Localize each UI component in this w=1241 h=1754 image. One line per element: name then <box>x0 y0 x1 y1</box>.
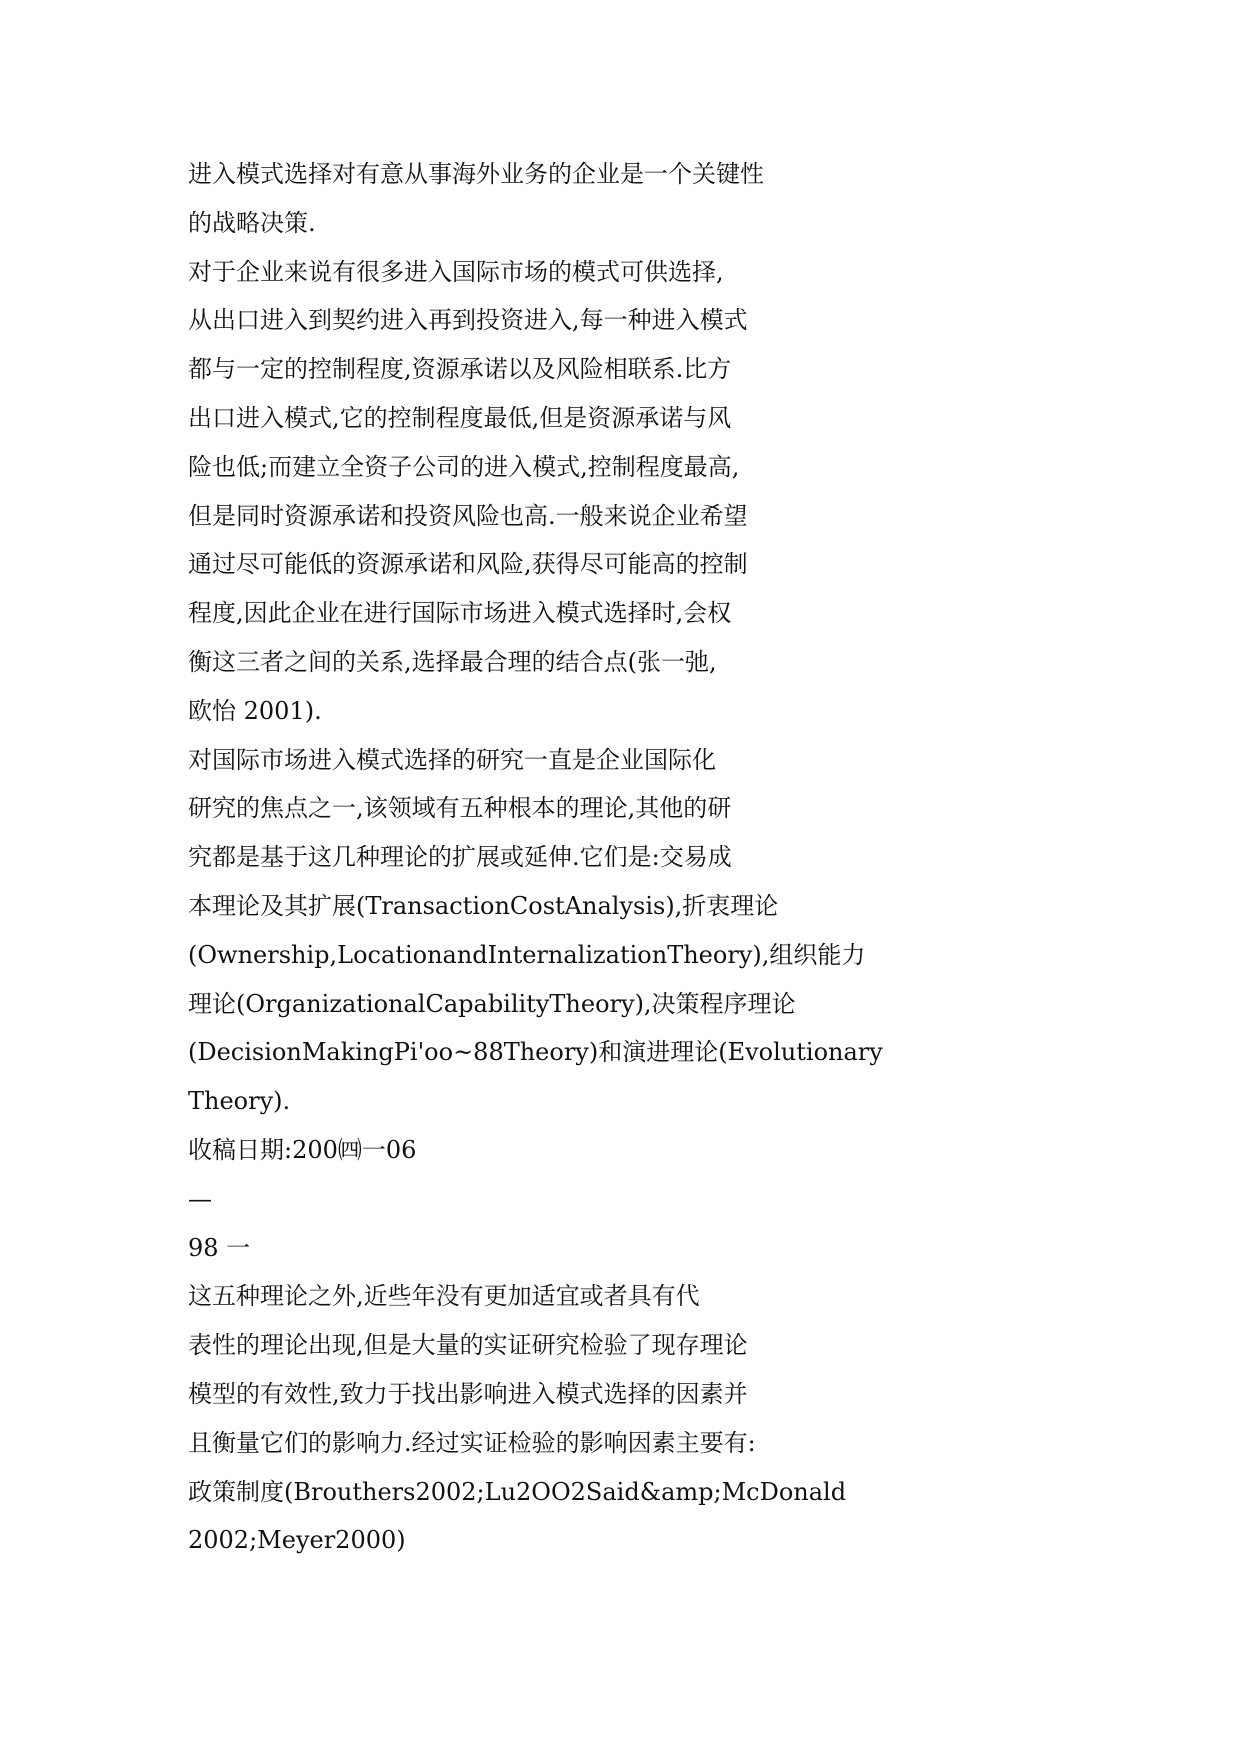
body-text <box>188 150 883 1565</box>
text-line: 这五种理论之外,近些年没有更加适宜或者具有代 <box>188 1282 700 1311</box>
text-line: 险也低;而建立全资子公司的进入模式,控制程度最高, <box>188 452 740 481</box>
text-line: 收稿日期:200㈣一06 <box>188 1135 417 1164</box>
text-line: 对国际市场进入模式选择的研究一直是企业国际化 <box>188 745 716 774</box>
text-line: 但是同时资源承诺和投资风险也高.一般来说企业希望 <box>188 501 748 530</box>
text-line: 政策制度(Brouthers2002;Lu2OO2Said&amp;McDonald <box>188 1477 847 1506</box>
text-line: 进入模式选择对有意从事海外业务的企业是一个关键性 <box>188 160 764 188</box>
text-line: 理论(OrganizationalCapabilityTheory),决策程序理论 <box>188 989 796 1018</box>
text-line: 98 一 <box>188 1233 251 1262</box>
text-line: 的战略决策. <box>188 208 316 237</box>
text-line: 究都是基于这几种理论的扩展或延伸.它们是:交易成 <box>188 843 732 872</box>
text-line: 2002;Meyer2000) <box>188 1526 406 1555</box>
text-line: 都与一定的控制程度,资源承诺以及风险相联系.比方 <box>188 355 732 384</box>
text-line: 出口进入模式,它的控制程度最低,但是资源承诺与风 <box>188 403 732 432</box>
text-line: 模型的有效性,致力于找出影响进入模式选择的因素并 <box>188 1379 748 1408</box>
text-line: 本理论及其扩展(TransactionCostAnalysis),折衷理论 <box>188 891 779 920</box>
text-line: 研究的焦点之一,该领域有五种根本的理论,其他的研 <box>188 794 732 823</box>
text-line: 从出口进入到契约进入再到投资进入,每一种进入模式 <box>188 306 748 335</box>
text-line: 对于企业来说有很多进入国际市场的模式可供选择, <box>188 257 724 286</box>
text-line: 欧怡 2001). <box>188 696 322 725</box>
text-line: 程度,因此企业在进行国际市场进入模式选择时,会权 <box>188 599 732 628</box>
text-line: 衡这三者之间的关系,选择最合理的结合点(张一弛, <box>188 647 717 676</box>
text-line: — <box>188 1184 212 1213</box>
text-line: Theory). <box>188 1087 291 1116</box>
text-line: (Ownership,LocationandInternalizationTheory),组织能力 <box>188 940 866 969</box>
text-line: 通过尽可能低的资源承诺和风险,获得尽可能高的控制 <box>188 550 748 579</box>
text-line: (DecisionMakingPi'oo~88Theory)和演进理论(Evolutionary <box>188 1038 883 1067</box>
text-line: 表性的理论出现,但是大量的实证研究检验了现存理论 <box>188 1331 748 1360</box>
text-line: 且衡量它们的影响力.经过实证检验的影响因素主要有: <box>188 1428 756 1457</box>
